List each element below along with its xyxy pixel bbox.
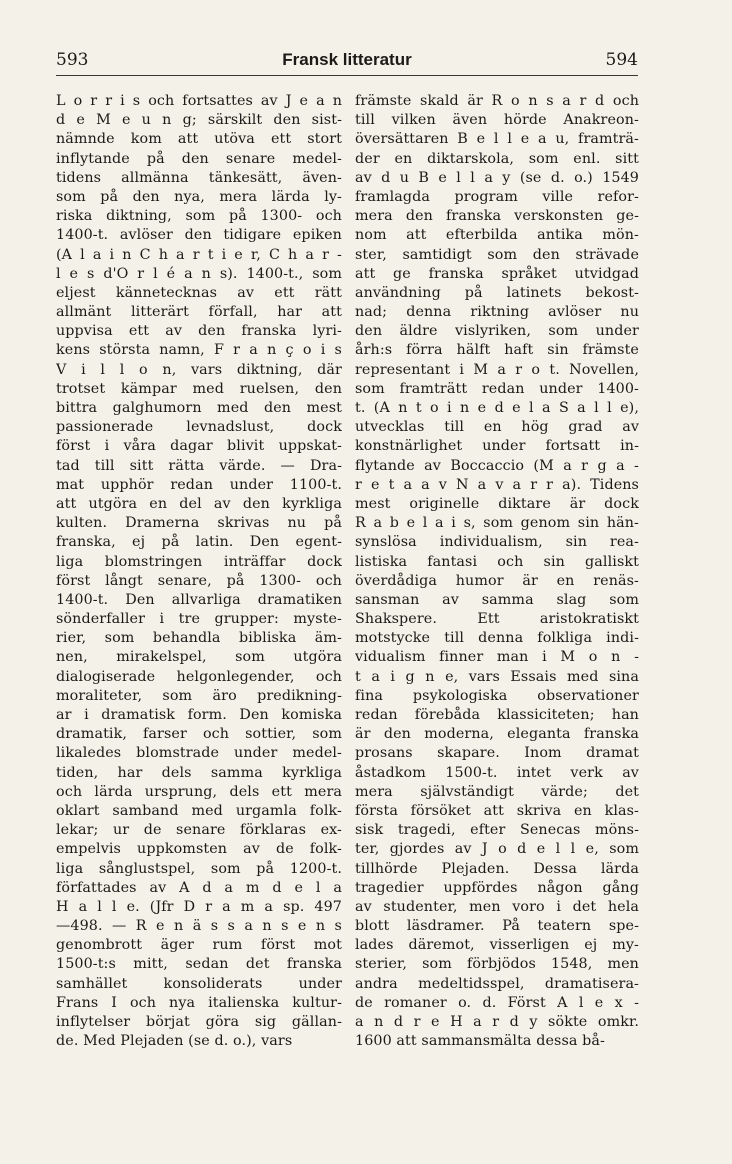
text-line: oklart samband med urgamla folk- [56, 802, 342, 819]
text-line: översättaren B e l l e a u, framträ- [355, 131, 639, 148]
text-line: motstycke till denna folkliga indi- [355, 630, 639, 647]
left-column [56, 92, 342, 1051]
text-line: tragedier uppfördes någon gång [355, 879, 639, 896]
text-line: passionerade levnadslust, dock [56, 419, 342, 436]
text-line: bittra galghumorn med den mest [56, 400, 342, 416]
text-line: dialogiserade helgonlegender, och [56, 668, 342, 685]
text-line: och lärda ursprung, dels ett mera [56, 783, 342, 800]
text-line: moraliteter, som äro predikning- [56, 687, 342, 704]
header-rule [56, 75, 638, 76]
text-line: nad; denna riktning avlöser nu [355, 304, 639, 321]
text-line: årh:s förra hälft haft sin främste [355, 342, 639, 359]
text-line: 1400-t. avlöser den tidigare epiken [56, 227, 342, 244]
running-title: Fransk litteratur [282, 50, 412, 69]
text-line: inflytande på den senare medel- [56, 150, 342, 167]
text-line: de romaner o. d. Först A l e x - [355, 994, 639, 1011]
text-line: V i l l o n, vars diktning, där [56, 361, 342, 378]
text-line: konstnärlighet under fortsatt in- [355, 438, 639, 455]
text-line: t a i g n e, vars Essais med sina [355, 668, 639, 685]
text-line: rier, som behandla bibliska äm- [56, 630, 342, 647]
text-line: fina psykologiska observationer [355, 687, 639, 704]
text-line: liga blomstringen inträffar dock [56, 553, 342, 570]
text-line: tillhörde Plejaden. Dessa lärda [355, 860, 639, 877]
text-line: allmänt litterärt förfall, har att [56, 304, 342, 321]
text-line: likaledes blomstrade under medel- [56, 745, 342, 762]
text-line: H a l l e. (Jfr D r a m a sp. 497 [56, 898, 342, 915]
text-line: andra medeltidsspel, dramatisera- [355, 975, 639, 992]
text-line: R a b e l a i s, som genom sin hän- [355, 515, 639, 532]
text-line: först långt senare, på 1300- och [56, 572, 342, 589]
text-line: ter, gjordes av J o d e l l e, som [355, 841, 639, 858]
text-line: första försöket att skriva en klas- [355, 802, 639, 819]
text-line: framlagda program ville refor- [355, 188, 639, 205]
text-line: ster, samtidigt som den strävade [355, 246, 639, 263]
text-line: synslösa individualism, sin rea- [355, 534, 639, 551]
text-line: inflytelser börjat göra sig gällan- [56, 1014, 342, 1030]
text-line: genombrott äger rum först mot [56, 937, 342, 954]
text-line: överdådiga humor är en renäs- [355, 572, 639, 589]
text-line: (A l a i n C h a r t i e r, C h a r - [56, 246, 342, 263]
text-line: tiden, har dels samma kyrkliga [56, 764, 342, 781]
text-line: samhället konsoliderats under [56, 975, 342, 992]
text-line: t. (A n t o i n e d e l a S a l l e), [355, 400, 639, 416]
text-line: ar i dramatisk form. Den komiska [56, 707, 342, 723]
text-line: dramatik, farser och sottier, som [56, 726, 342, 743]
text-line: Shakspere. Ett aristokratiskt [355, 611, 639, 628]
text-line: kulten. Dramerna skrivas nu på [56, 515, 342, 532]
text-line: trotset kämpar med ruelsen, den [56, 380, 342, 397]
text-line: åstadkom 1500-t. intet verk av [355, 764, 639, 781]
text-line: utvecklas till en hög grad av [355, 419, 639, 436]
text-line: som på den nya, mera lärda ly- [56, 188, 342, 205]
text-line: prosans skapare. Inom dramat [355, 745, 639, 762]
text-line: av studenter, men voro i det hela [355, 898, 639, 915]
text-line: användning på latinets bekost- [355, 284, 639, 301]
text-line: d e M e u n g; särskilt den sist- [56, 112, 342, 129]
text-line: L o r r i s och fortsattes av J e a n [56, 93, 342, 109]
text-line: mest originelle diktare är dock [355, 495, 639, 512]
text-line: är den moderna, eleganta franska [355, 726, 639, 743]
text-line: främste skald är R o n s a r d och [355, 93, 639, 109]
text-line: redan förebåda klassiciteten; han [355, 707, 639, 723]
text-line: nen, mirakelspel, som utgöra [56, 649, 342, 666]
text-line: a n d r e H a r d y sökte omkr. [355, 1014, 639, 1030]
text-line: som framträtt redan under 1400- [355, 380, 639, 397]
page-number-left: 593 [56, 50, 89, 70]
text-line: der en diktarskola, som enl. sitt [355, 150, 639, 167]
text-line: Frans I och nya italienska kultur- [56, 994, 342, 1011]
page-header [56, 50, 638, 72]
text-line: blott läsdramer. På teatern spe- [355, 918, 639, 935]
text-line: till vilken även hörde Anakreon- [355, 112, 639, 129]
text-line: mat upphör redan under 1100-t. [56, 476, 342, 493]
text-line: nämnde kom att utöva ett stort [56, 131, 342, 148]
text-line: tidens allmänna tänkesätt, även- [56, 169, 342, 186]
text-line: mera den franska verskonsten ge- [355, 208, 639, 225]
text-line: 1400-t. Den allvarliga dramatiken [56, 591, 342, 608]
text-line: liga sånglustspel, som på 1200-t. [56, 860, 342, 877]
text-line: kens största namn, F r a n ç o i s [56, 342, 342, 359]
text-line: nom att efterbilda antika mön- [355, 227, 639, 244]
text-line: flytande av Boccaccio (M a r g a - [355, 457, 639, 474]
text-line: sterier, som förbjödos 1548, men [355, 956, 639, 973]
text-line: lekar; ur de senare förklaras ex- [56, 822, 342, 839]
text-line: mera självständigt värde; det [355, 783, 639, 800]
text-line: l e s d'O r l é a n s). 1400-t., som [56, 265, 342, 282]
text-line: r e t a a v N a v a r r a). Tidens [355, 476, 639, 493]
text-line: representant i M a r o t. Novellen, [355, 361, 639, 378]
text-line: att ge franska språket utvidgad [355, 265, 639, 282]
text-line: att utgöra en del av den kyrkliga [56, 495, 342, 512]
right-column [355, 92, 639, 1051]
text-line: den äldre vislyriken, som under [355, 323, 639, 340]
text-line: uppvisa ett av den franska lyri- [56, 323, 342, 340]
text-line: författades av A d a m d e l a [56, 879, 342, 896]
text-line: sisk tragedi, efter Senecas möns- [355, 822, 639, 839]
text-line: sönderfaller i tre grupper: myste- [56, 611, 342, 628]
text-line: av d u B e l l a y (se d. o.) 1549 [355, 169, 639, 186]
text-line: listiska fantasi och sin galliskt [355, 553, 639, 570]
text-line: tad till sitt rätta värde. — Dra- [56, 457, 342, 474]
text-line: empelvis uppkomsten av de folk- [56, 841, 342, 858]
text-line: först i våra dagar blivit uppskat- [56, 438, 342, 455]
text-line: franska, ej på latin. Den egent- [56, 534, 342, 551]
text-line: —498. — R e n ä s s a n s e n s [56, 918, 342, 935]
text-line: 1600 att sammansmälta dessa bå- [355, 1033, 605, 1050]
text-line: vidualism finner man i M o n - [355, 649, 639, 666]
text-line: eljest kännetecknas av ett rätt [56, 284, 342, 301]
text-line: de. Med Plejaden (se d. o.), vars [56, 1033, 293, 1050]
text-line: sansman av samma slag som [355, 591, 639, 608]
text-line: 1500-t:s mitt, sedan det franska [56, 956, 342, 973]
text-line: lades däremot, visserligen ej my- [355, 937, 639, 954]
page-number-right: 594 [605, 50, 638, 70]
text-line: riska diktning, som på 1300- och [56, 208, 342, 225]
